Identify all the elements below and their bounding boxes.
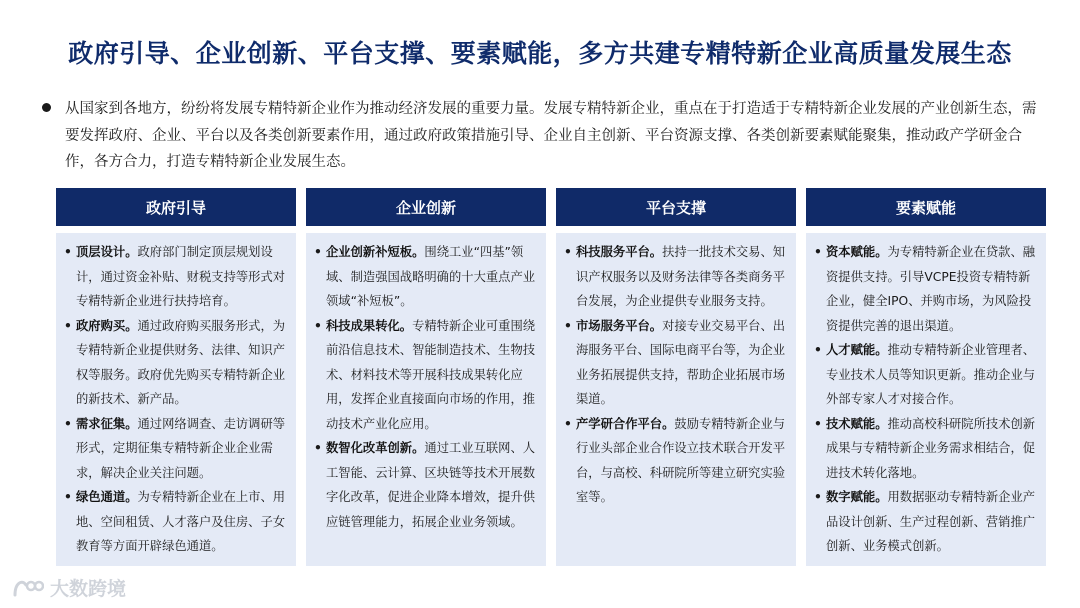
item-title: 数智化改革创新。 [326, 441, 425, 455]
item-text: 为专精特新企业在上市、用地、空间租赁、人才落户及住房、子女教育等方面开辟绿色通道。 [76, 490, 286, 553]
item-text: 政府部门制定顶层规划设计，通过资金补贴、财税支持等形式对专精特新企业进行扶持培育。 [76, 245, 286, 308]
page-title: 政府引导、企业创新、平台支撑、要素赋能，多方共建专精特新企业高质量发展生态 [68, 39, 1012, 68]
item-text: 专精特新企业可重围绕前沿信息技术、智能制造技术、生物技术、材料技术等开展科技成果转化应用，发挥企业直接面向市场的作用，推动技术产业化应用。 [326, 318, 536, 431]
column-body [56, 233, 296, 566]
list-item [314, 314, 538, 437]
item-title: 政府购买。 [76, 318, 138, 333]
column-header: 政府引导 [56, 188, 296, 226]
list-item [314, 240, 538, 314]
item-title: 科技成果转化。 [326, 318, 413, 333]
pillar-columns [56, 188, 1046, 568]
list-item [64, 485, 288, 559]
item-text: 通过工业互联网、人工智能、云计算、区块链等技术开展数字化改革，促进企业降本增效，提升供应链管理能力，拓展企业业务领域。 [326, 441, 536, 529]
column-government [56, 188, 296, 568]
intro-text: 从国家到各地方，纷纷将发展专精特新企业作为推动经济发展的重要力量。发展专精特新企业，重点在于打造适于专精特新企业发展的产业创新生态，需要发挥政府、企业、平台以及各类创新要素作用，通过政府政策措施引导、企业自主创新、平台资源支撑、各类创新要素赋能聚集，推动政产学研金合作，各方合力，打造专精特新企业发展生态。 [65, 101, 1037, 170]
bullet-icon: • [564, 416, 572, 431]
bullet-icon: • [564, 318, 572, 333]
bullet-icon: • [814, 490, 822, 504]
item-title: 数字赋能。 [826, 490, 888, 504]
list-item [64, 240, 288, 314]
list-item [64, 412, 288, 486]
item-text: 围绕工业“四基”领域、制造强国战略明确的十大重点产业领域“补短板”。 [326, 245, 536, 308]
list-item [564, 240, 788, 314]
list-item [814, 412, 1038, 486]
bullet-icon: • [64, 416, 72, 431]
list-item [64, 314, 288, 412]
column-body [306, 233, 546, 566]
item-title: 绿色通道。 [76, 490, 138, 504]
item-text: 通过政府购买服务形式，为专精特新企业提供财务、法律、知识产权等服务。政府优先购买专精特新企业的新技术、新产品。 [76, 318, 286, 406]
item-title: 需求征集。 [76, 416, 138, 431]
item-text: 鼓励专精特新企业与行业头部企业合作设立技术联合开发平台，与高校、科研院所等建立研究实验室等。 [576, 416, 786, 504]
item-text: 为专精特新企业在贷款、融资提供支持。引导VCPE投资专精特新企业，健全IPO、并购市场，为风险投资提供完善的退出渠道。 [826, 245, 1036, 333]
item-title: 市场服务平台。 [576, 318, 663, 333]
bullet-icon: • [64, 318, 72, 333]
column-header: 企业创新 [306, 188, 546, 226]
watermark [12, 574, 126, 601]
bullet-icon: • [814, 245, 822, 259]
list-item [314, 436, 538, 534]
list-item [814, 485, 1038, 559]
column-header: 要素赋能 [806, 188, 1046, 226]
item-text: 扶持一批技术交易、知识产权服务以及财务法律等各类商务平台发展，为企业提供专业服务支持。 [576, 245, 786, 308]
bullet-icon: • [314, 441, 322, 455]
watermark-text: 大数跨境 [50, 578, 127, 600]
item-title: 科技服务平台。 [576, 245, 663, 259]
item-text: 通过网络调查、走访调研等形式，定期征集专精特新企业企业需求，解决企业关注问题。 [76, 416, 286, 480]
item-title: 技术赋能。 [826, 416, 888, 431]
item-title: 资本赋能。 [826, 245, 888, 259]
column-header: 平台支撑 [556, 188, 796, 226]
list-item [814, 338, 1038, 412]
item-title: 产学研合作平台。 [576, 416, 675, 431]
item-title: 企业创新补短板。 [326, 245, 425, 259]
bullet-icon: • [314, 245, 322, 259]
item-title: 顶层设计。 [76, 245, 138, 259]
list-item [814, 240, 1038, 338]
item-title: 人才赋能。 [826, 343, 888, 357]
item-text: 对接专业交易平台、出海服务平台、国际电商平台等，为企业业务拓展提供支持，帮助企业拓展市场渠道。 [576, 318, 786, 406]
bullet-icon: • [314, 318, 322, 333]
intro-paragraph [42, 96, 1038, 176]
column-enterprise [306, 188, 546, 568]
bullet-dot-icon [42, 103, 51, 112]
list-item [564, 412, 788, 510]
column-factors [806, 188, 1046, 568]
item-text: 推动高校科研院所技术创新成果与专精特新企业务需求相结合，促进技术转化落地。 [826, 416, 1036, 480]
bullet-icon: • [564, 245, 572, 259]
bullet-icon: • [814, 343, 822, 357]
logo-icon [12, 577, 44, 599]
item-text: 推动专精特新企业管理者、专业技术人员等知识更新。推动企业与外部专家人才对接合作。 [826, 343, 1036, 406]
bullet-icon: • [814, 416, 822, 431]
item-text: 用数据驱动专精特新企业产品设计创新、生产过程创新、营销推广创新、业务模式创新。 [826, 490, 1036, 553]
list-item [564, 314, 788, 412]
column-body [806, 233, 1046, 566]
column-platform [556, 188, 796, 568]
column-body [556, 233, 796, 566]
bullet-icon: • [64, 490, 72, 504]
bullet-icon: • [64, 245, 72, 259]
